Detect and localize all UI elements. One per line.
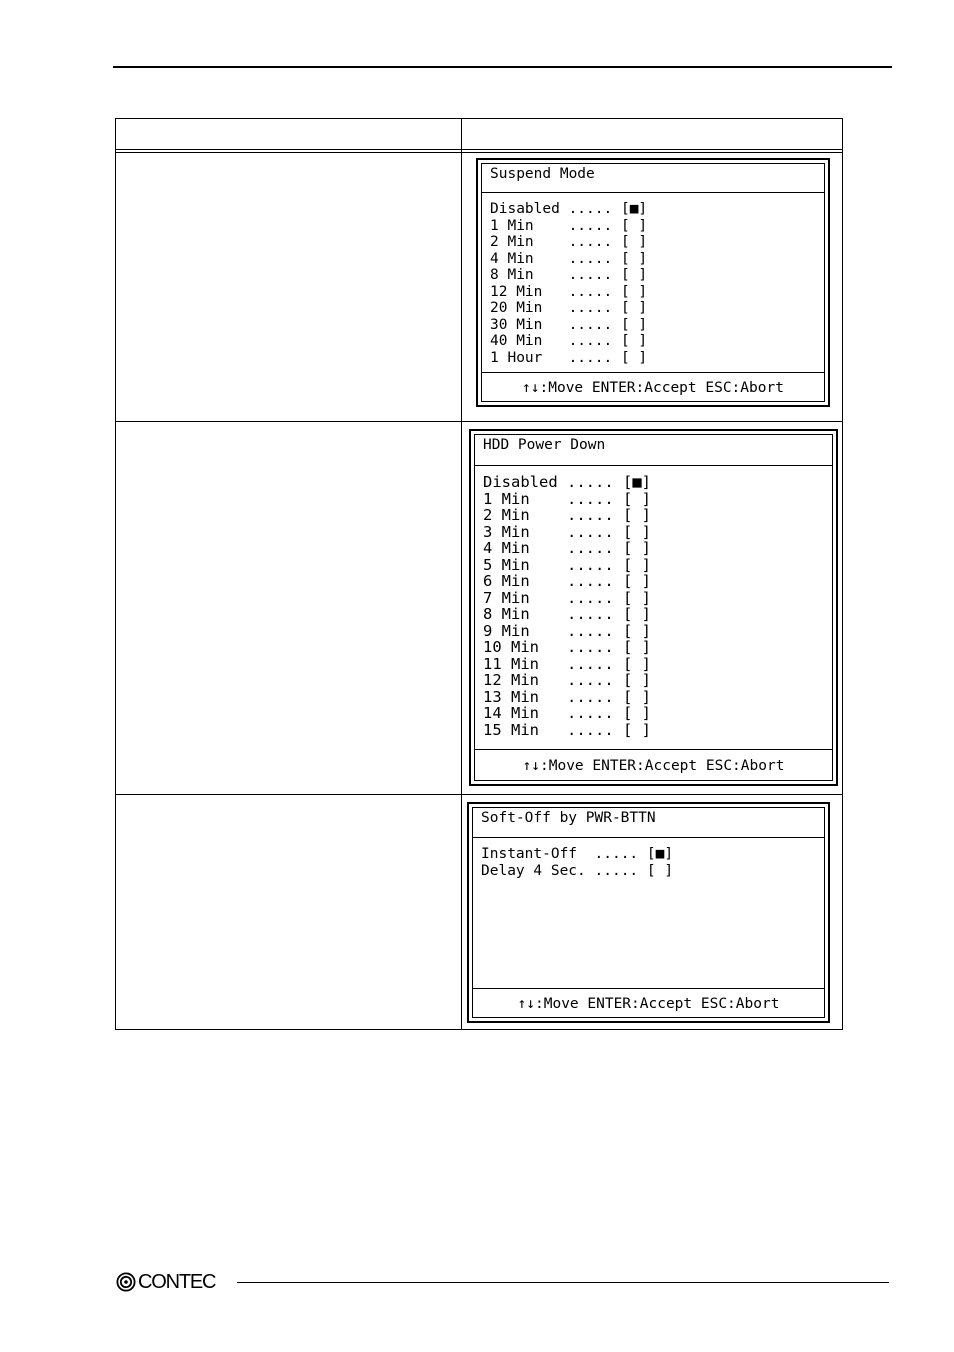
option-label: 11 Min [483,654,567,673]
option-checkbox: [ ] [623,506,651,524]
option-row[interactable] [481,846,673,863]
option-row[interactable] [483,557,651,574]
option-row[interactable] [490,267,647,284]
option-leader: ..... [568,250,621,267]
brand-name: CONTEC [138,1271,216,1293]
option-checkbox: [ ] [623,638,651,656]
option-leader: ..... [567,539,623,557]
option-leader: ..... [594,846,647,862]
option-checkbox: [ ] [623,704,651,722]
table-row-divider [115,421,843,422]
dialog-title-separator [472,837,825,838]
option-row[interactable] [490,300,647,317]
option-row[interactable] [483,507,651,524]
option-row[interactable] [490,350,647,367]
option-checkbox: [ ] [620,349,648,366]
option-label: 9 Min [483,621,567,640]
option-checkbox: [ ] [623,654,651,673]
option-row[interactable] [483,524,651,541]
option-label: 12 Min [490,283,569,300]
option-label: 8 Min [483,605,567,623]
option-checkbox: [ ] [623,522,651,541]
option-checkbox: [ ] [623,687,651,706]
option-row[interactable] [483,491,651,508]
option-leader: ..... [567,555,623,574]
option-leader: ..... [567,489,623,508]
option-row[interactable] [490,234,647,251]
option-row[interactable] [490,333,647,350]
option-leader: ..... [567,605,623,623]
option-leader: ..... [568,267,621,283]
option-label: 30 Min [490,316,569,333]
option-row[interactable] [490,251,647,268]
option-row[interactable] [483,639,651,656]
contec-logo [116,1270,215,1294]
option-row[interactable] [483,722,651,739]
option-leader: ..... [567,704,623,722]
dialog-title: Suspend Mode [490,166,595,182]
option-leader: ..... [568,300,621,316]
footer-rule [237,1282,889,1283]
option-leader: ..... [567,572,623,590]
option-label: 4 Min [490,250,569,267]
dialog-inner-frame [472,807,825,1018]
dialog-title: HDD Power Down [483,437,606,453]
option-checkbox: [ ] [623,720,651,739]
option-list [481,846,673,879]
table-column-divider [461,118,462,1030]
dialog-footer-separator [472,988,825,989]
option-row[interactable] [483,689,651,706]
option-checkbox: [ ] [623,489,651,508]
dialog-title: Soft-Off by PWR-BTTN [481,810,656,826]
option-leader: ..... [568,201,621,217]
option-row[interactable] [490,218,647,235]
option-leader: ..... [567,638,623,656]
option-list [490,201,647,366]
option-checkbox: [ ] [623,605,651,623]
option-leader: ..... [567,473,623,491]
option-checkbox: [ ] [623,588,651,607]
option-label: 14 Min [483,704,567,722]
option-label: Disabled [483,473,567,491]
option-leader: ..... [568,349,621,366]
option-label: 5 Min [483,555,567,574]
table-header-rule [115,149,843,150]
option-label: 1 Hour [490,349,569,366]
option-checkbox: [ ] [620,234,648,250]
option-checkbox: [ ] [646,862,674,879]
option-label: 12 Min [483,671,567,689]
option-row[interactable] [490,201,647,218]
option-leader: ..... [567,506,623,524]
option-checkbox: [ ] [620,300,648,316]
option-leader: ..... [567,621,623,640]
option-row[interactable] [483,623,651,640]
option-checkbox: [ ] [623,555,651,574]
option-leader: ..... [568,217,621,234]
option-row[interactable] [483,590,651,607]
option-leader: ..... [568,316,621,333]
option-row[interactable] [483,672,651,689]
table-row-divider [115,794,843,795]
table-header-rule-double [115,152,843,153]
option-label: Disabled [490,201,569,217]
option-label: 6 Min [483,572,567,590]
option-checkbox: [■] [620,201,648,217]
option-label: 7 Min [483,588,567,607]
dialog-key-help: ↑↓:Move ENTER:Accept ESC:Abort [522,380,784,396]
option-label: 2 Min [490,234,569,250]
dialog-title-separator [474,465,833,466]
header-rule [113,66,892,68]
option-row[interactable] [490,284,647,301]
option-leader: ..... [567,588,623,607]
option-row[interactable] [481,863,673,880]
option-label: 2 Min [483,506,567,524]
option-leader: ..... [567,654,623,673]
option-checkbox: [ ] [623,621,651,640]
option-checkbox: [■] [646,846,674,862]
option-checkbox: [■] [623,473,651,491]
option-label: Delay 4 Sec. [481,862,595,879]
option-row[interactable] [483,540,651,557]
option-checkbox: [ ] [620,267,648,283]
option-row[interactable] [483,573,651,590]
option-checkbox: [ ] [620,283,648,300]
option-leader: ..... [567,720,623,739]
dialog-key-help: ↑↓:Move ENTER:Accept ESC:Abort [517,996,780,1012]
option-row[interactable] [483,705,651,722]
option-checkbox: [ ] [620,316,648,333]
option-leader: ..... [568,333,621,349]
option-label: 13 Min [483,687,567,706]
option-label: Instant-Off [481,846,595,862]
option-checkbox: [ ] [620,217,648,234]
option-row[interactable] [483,606,651,623]
hdd-power-down-dialog [469,429,838,786]
option-label: 15 Min [483,720,567,739]
option-leader: ..... [568,283,621,300]
dialog-key-help: ↑↓:Move ENTER:Accept ESC:Abort [522,758,785,774]
option-leader: ..... [594,862,647,879]
suspend-mode-dialog [476,158,830,407]
option-checkbox: [ ] [620,333,648,349]
option-leader: ..... [567,671,623,689]
option-checkbox: [ ] [623,572,651,590]
option-label: 1 Min [483,489,567,508]
option-label: 40 Min [490,333,569,349]
contec-logo-icon [116,1272,136,1292]
dialog-footer-separator [481,372,825,373]
option-checkbox: [ ] [623,671,651,689]
option-label: 4 Min [483,539,567,557]
soft-off-dialog [467,802,830,1023]
dialog-title-separator [481,192,825,193]
option-leader: ..... [567,687,623,706]
option-label: 10 Min [483,638,567,656]
dialog-footer-separator [474,749,833,750]
option-row[interactable] [483,474,651,491]
option-checkbox: [ ] [620,250,648,267]
option-label: 1 Min [490,217,569,234]
option-label: 8 Min [490,267,569,283]
option-checkbox: [ ] [623,539,651,557]
option-row[interactable] [483,656,651,673]
option-label: 20 Min [490,300,569,316]
option-row[interactable] [490,317,647,334]
option-leader: ..... [568,234,621,250]
option-label: 3 Min [483,522,567,541]
option-list [483,474,651,738]
option-leader: ..... [567,522,623,541]
